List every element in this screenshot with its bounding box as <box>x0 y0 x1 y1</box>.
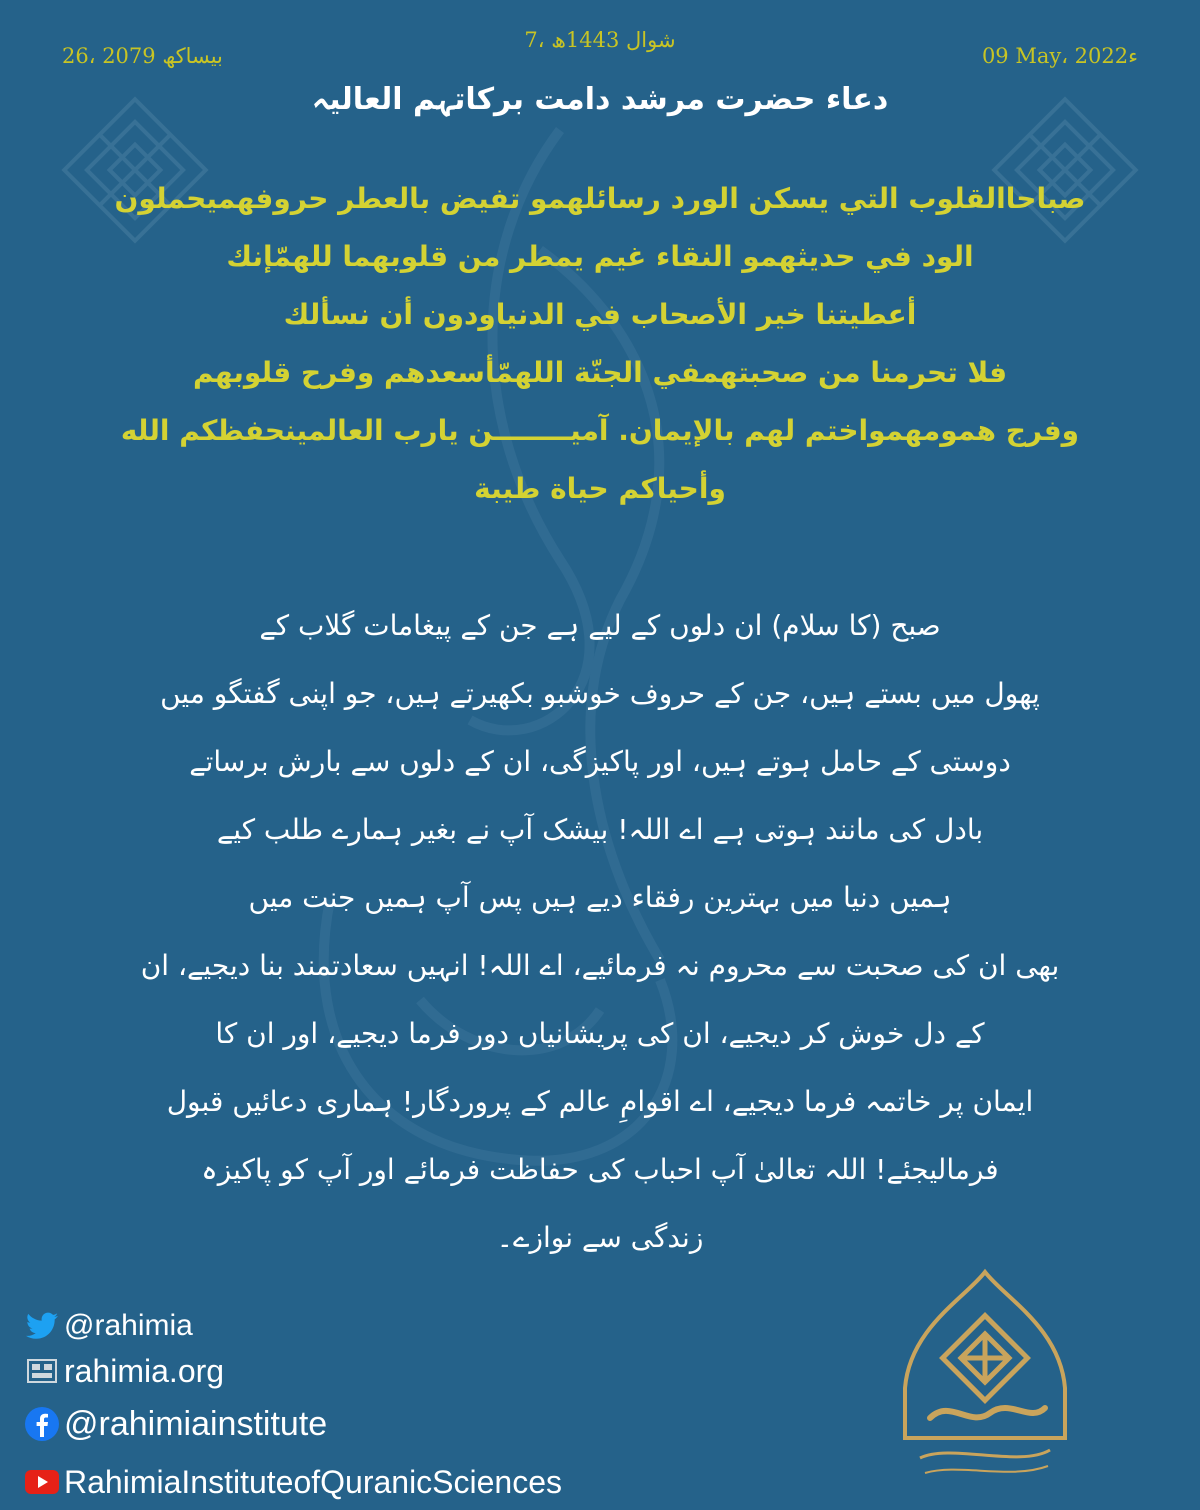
arabic-line: الود في حديثهمو النقاء غيم يمطر من قلوبهما للهمّإنك <box>226 240 974 273</box>
arabic-line: وفرج همومهمواختم لهم بالإيمان. آميــــــــن يارب العالمينحفظكم الله <box>120 414 1080 447</box>
website-url: rahimia.org <box>64 1352 225 1389</box>
bikrami-date: 26، بیساکھ 2079 <box>62 44 223 68</box>
urdu-line: دوستی کے حامل ہوتے ہیں، اور پاکیزگی، ان کے دلوں سے بارش برساتے <box>189 745 1011 778</box>
urdu-line: فرمالیجئے! اللہ تعالیٰ آپ احباب کی حفاظت فرمائے اور آپ کو پاکیزہ <box>201 1153 999 1186</box>
youtube-channel: RahimiaInstituteofQuranicSciences <box>64 1463 563 1500</box>
twitter-handle: @rahimia <box>64 1309 193 1342</box>
arabic-line: صباحاالقلوب التي يسكن الورد رسائلهمو تفيض بالعطر حروفهميحملون <box>114 182 1086 215</box>
arabic-line: فلا تحرمنا من صحبتهمفي الجنّة اللهمّأسعدهم وفرح قلوبهم <box>192 356 1008 389</box>
facebook-icon <box>24 1406 60 1442</box>
web-icon <box>24 1353 60 1389</box>
urdu-line: بادل کی مانند ہوتی ہے اے اللہ! بیشک آپ نے بغیر ہمارے طلب کیے <box>216 813 984 846</box>
twitter-link[interactable] <box>24 1304 562 1348</box>
urdu-line: بھی ان کی صحبت سے محروم نہ فرمائیے، اے اللہ! انہیں سعادتمند بنا دیجیے، ان <box>140 949 1060 982</box>
urdu-line: صبح (کا سلام) ان دلوں کے لیے ہے جن کے پیغامات گلاب کے <box>259 609 941 642</box>
arabic-line: وأحياكم حياة طيبة <box>474 472 726 505</box>
arabic-line: أعطيتنا خير الأصحاب في الدنياودون أن نسألك <box>283 298 917 331</box>
facebook-handle: @rahimiainstitute <box>64 1404 328 1443</box>
urdu-line: کے دل خوش کر دیجیے، ان کی پریشانیاں دور فرما دیجیے، اور ان کا <box>215 1017 985 1050</box>
institute-logo <box>900 1268 1070 1488</box>
facebook-link[interactable] <box>24 1394 562 1454</box>
gregorian-date: 09 May، 2022ء <box>981 44 1138 68</box>
youtube-icon <box>24 1464 60 1500</box>
hijri-date: 7، شوال 1443ھ <box>524 28 676 52</box>
website-link[interactable] <box>24 1348 562 1394</box>
urdu-line: زندگی سے نوازے۔ <box>496 1221 704 1254</box>
urdu-line: ہمیں دنیا میں بہترین رفقاء دیے ہیں پس آپ ہمیں جنت میں <box>248 881 952 914</box>
arabic-dua <box>70 170 1130 518</box>
youtube-link[interactable] <box>24 1454 562 1510</box>
urdu-line: ایمان پر خاتمہ فرما دیجیے، اے اقوامِ عالم کے پروردگار! ہماری دعائیں قبول <box>166 1085 1034 1118</box>
social-links <box>24 1304 562 1510</box>
page-title: دعاء حضرت مرشد دامت برکاتہم العالیہ <box>311 82 889 117</box>
urdu-translation <box>140 592 1060 1272</box>
twitter-icon <box>24 1308 60 1344</box>
urdu-line: پھول میں بستے ہیں، جن کے حروف خوشبو بکھیرتے ہیں، جو اپنی گفتگو میں <box>160 677 1040 710</box>
